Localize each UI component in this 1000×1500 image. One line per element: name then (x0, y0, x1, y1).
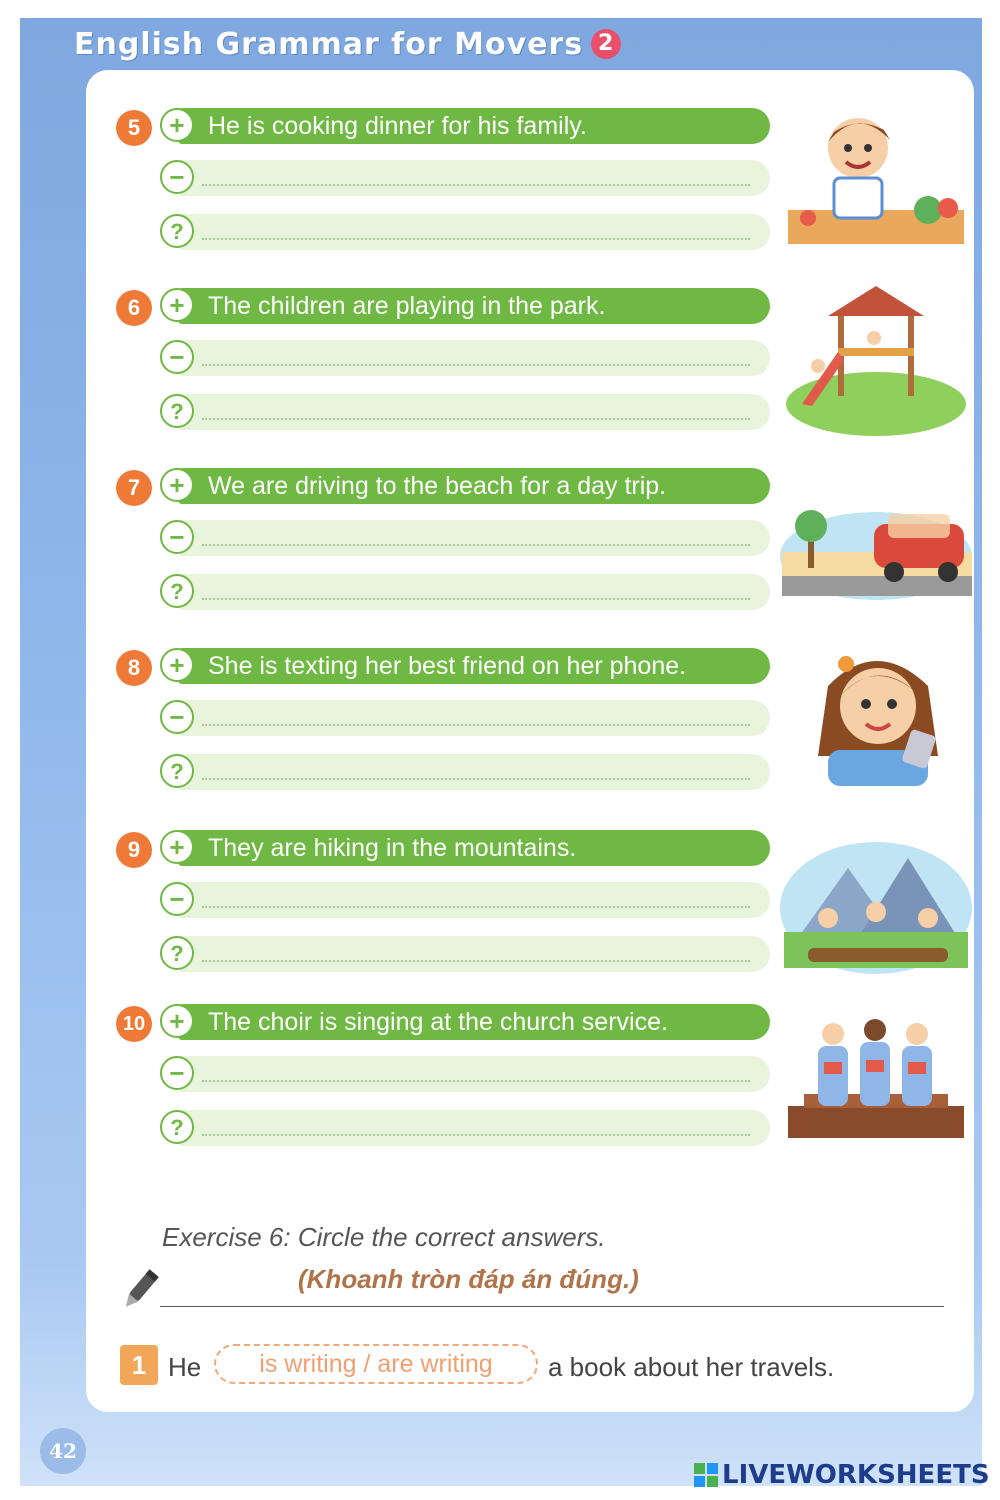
question-icon: ? (160, 936, 194, 970)
negative-answer-field[interactable] (160, 160, 770, 196)
minus-icon: − (160, 340, 194, 374)
kids-hiking-illustration (778, 828, 974, 978)
positive-sentence-row (160, 468, 770, 504)
page-number: 42 (40, 1428, 86, 1474)
exercise-subtitle: (Khoanh tròn đáp án đúng.) (298, 1264, 639, 1294)
family-car-beach-illustration (778, 466, 974, 616)
positive-sentence: We are driving to the beach for a day trip. (208, 472, 667, 500)
question-answer-field[interactable] (160, 214, 770, 250)
minus-icon: − (160, 700, 194, 734)
negative-answer-field[interactable] (160, 340, 770, 376)
negative-answer-field[interactable] (160, 700, 770, 736)
pencil-icon (116, 1266, 164, 1314)
plus-icon: + (160, 468, 194, 502)
question-answer-field[interactable] (160, 394, 770, 430)
exercise-number: 6 (116, 290, 152, 326)
minus-icon: − (160, 1056, 194, 1090)
positive-sentence-row (160, 108, 770, 144)
question-start: He (168, 1352, 202, 1382)
minus-icon: − (160, 882, 194, 916)
exercise-item-8 (112, 648, 982, 798)
exercise-title: Exercise 6: Circle the correct answers. (162, 1222, 606, 1252)
exercise-item-9 (112, 830, 982, 980)
question-answer-field[interactable] (160, 1110, 770, 1146)
question-icon: ? (160, 574, 194, 608)
boy-cooking-illustration (778, 106, 974, 256)
exercise-item-6 (112, 288, 982, 438)
exercise-item-7 (112, 468, 982, 618)
choir-illustration (778, 1002, 974, 1152)
exercise-number: 8 (116, 650, 152, 686)
positive-sentence-row (160, 648, 770, 684)
question-icon: ? (160, 1110, 194, 1144)
question-answer-field[interactable] (160, 936, 770, 972)
plus-icon: + (160, 288, 194, 322)
exercise-item-10 (112, 1004, 982, 1154)
positive-sentence: The choir is singing at the church service. (208, 1008, 668, 1036)
exercise-number: 7 (116, 470, 152, 506)
positive-sentence-row (160, 830, 770, 866)
positive-sentence: The children are playing in the park. (208, 292, 606, 320)
positive-sentence: She is texting her best friend on her phone. (208, 652, 687, 680)
positive-sentence: He is cooking dinner for his family. (208, 112, 587, 140)
minus-icon: − (160, 520, 194, 554)
liveworksheets-logo (694, 1458, 990, 1492)
brand-grid-icon (694, 1463, 718, 1487)
exercise-number: 9 (116, 832, 152, 868)
minus-icon: − (160, 160, 194, 194)
book-title-text: English Grammar for Movers (74, 26, 584, 62)
negative-answer-field[interactable] (160, 1056, 770, 1092)
exercise-number: 5 (116, 110, 152, 146)
question-number: 1 (120, 1345, 158, 1385)
plus-icon: + (160, 830, 194, 864)
girl-phone-illustration (778, 646, 974, 796)
negative-answer-field[interactable] (160, 882, 770, 918)
brand-name: LIVEWORKSHEETS (722, 1460, 990, 1490)
volume-badge: 2 (591, 29, 621, 59)
positive-sentence-row (160, 1004, 770, 1040)
question-answer-field[interactable] (160, 754, 770, 790)
book-title (74, 22, 621, 66)
plus-icon: + (160, 1004, 194, 1038)
negative-answer-field[interactable] (160, 520, 770, 556)
question-icon: ? (160, 754, 194, 788)
question-icon: ? (160, 214, 194, 248)
plus-icon: + (160, 648, 194, 682)
question-icon: ? (160, 394, 194, 428)
answer-choice-field[interactable]: is writing / are writing (214, 1344, 538, 1384)
positive-sentence-row (160, 288, 770, 324)
playground-illustration (778, 286, 974, 436)
plus-icon: + (160, 108, 194, 142)
divider (160, 1306, 944, 1307)
question-answer-field[interactable] (160, 574, 770, 610)
exercise-item-5 (112, 108, 982, 258)
question-end: a book about her travels. (548, 1352, 835, 1382)
exercise-number: 10 (116, 1006, 152, 1042)
positive-sentence: They are hiking in the mountains. (208, 834, 577, 862)
